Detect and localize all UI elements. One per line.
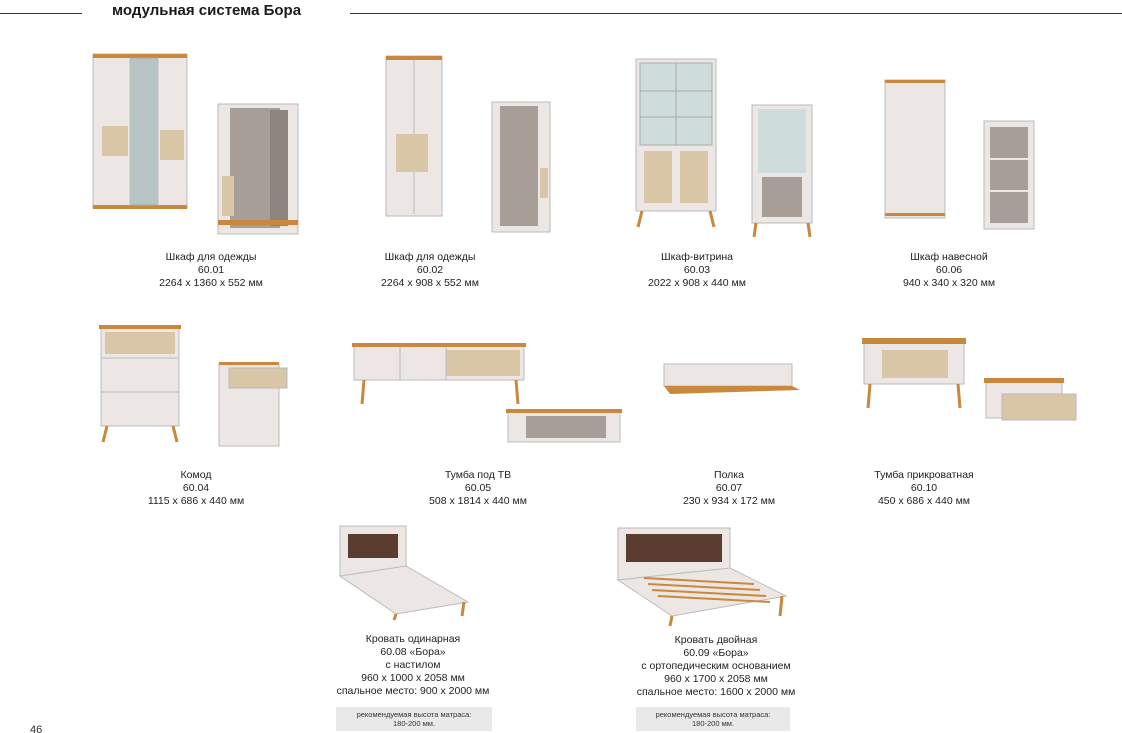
product-caption xyxy=(683,469,775,508)
product-dims: 450 x 686 x 440 мм xyxy=(877,495,971,507)
wardrobe-1-image xyxy=(90,50,310,235)
bed-code: 60.09 «Бора» xyxy=(683,647,749,659)
page-number: 46 xyxy=(30,724,43,733)
product-caption xyxy=(429,469,527,508)
product-dims: 2022 x 908 x 440 мм xyxy=(648,277,746,289)
product-code: 60.06 xyxy=(935,264,963,276)
bed-caption xyxy=(337,633,490,698)
product-name: Тумба под ТВ xyxy=(444,469,512,481)
product-name: Полка xyxy=(714,469,744,481)
bed-code: 60.08 «Бора» xyxy=(380,646,446,658)
wardrobe-2-image xyxy=(380,50,560,235)
note-line: 180-200 мм. xyxy=(691,719,734,728)
bed-dims: 960 x 1000 x 2058 мм xyxy=(361,672,465,684)
header-line-right xyxy=(350,13,1122,14)
product-dims: 230 x 934 x 172 мм xyxy=(682,495,776,507)
bed-name: Кровать двойная xyxy=(674,634,758,646)
product-code: 60.01 xyxy=(197,264,225,276)
mattress-note xyxy=(636,707,790,731)
note-line: рекомендуемая высота матраса: xyxy=(655,710,771,719)
shelf-image xyxy=(660,360,810,400)
hanging-cabinet-image xyxy=(880,75,1040,235)
product-caption xyxy=(874,469,973,508)
bed-dims: 960 x 1700 x 2058 мм xyxy=(664,673,768,685)
product-name: Шкаф-витрина xyxy=(660,251,734,263)
mattress-note xyxy=(336,707,492,731)
product-dims: 940 x 340 x 320 мм xyxy=(902,277,996,289)
product-caption xyxy=(159,251,263,290)
product-dims: 2264 x 1360 x 552 мм xyxy=(159,277,263,289)
product-code: 60.07 xyxy=(715,482,743,494)
product-name: Шкаф для одежды xyxy=(384,251,476,263)
product-name: Шкаф для одежды xyxy=(165,251,257,263)
tv-stand-image xyxy=(350,340,630,450)
product-name: Тумба прикроватная xyxy=(874,469,974,481)
product-caption xyxy=(903,251,995,290)
product-code: 60.04 xyxy=(182,482,210,494)
product-code: 60.05 xyxy=(464,482,492,494)
note-line: 180-200 мм. xyxy=(392,719,435,728)
product-dims: 508 x 1814 x 440 мм xyxy=(429,495,527,507)
nightstand-image xyxy=(858,334,1083,444)
chest-image xyxy=(95,320,295,450)
bed-sleep-area: спальное место: 1600 x 2000 мм xyxy=(636,686,796,698)
single-bed-image xyxy=(336,522,476,622)
display-cabinet-image xyxy=(630,55,820,240)
product-caption xyxy=(381,251,479,290)
product-code: 60.02 xyxy=(416,264,444,276)
bed-caption xyxy=(637,634,796,699)
product-dims: 2264 x 908 x 552 мм xyxy=(381,277,479,289)
product-name: Комод xyxy=(180,469,212,481)
product-caption xyxy=(148,469,244,508)
product-code: 60.03 xyxy=(683,264,711,276)
product-dims: 1115 x 686 x 440 мм xyxy=(147,495,245,507)
header-line-left xyxy=(0,13,82,14)
product-code: 60.10 xyxy=(910,482,938,494)
product-name: Шкаф навесной xyxy=(910,251,988,263)
product-caption xyxy=(648,251,746,290)
page-title: модульная система Бора xyxy=(112,2,302,19)
double-bed-image xyxy=(614,524,799,629)
bed-name: Кровать одинарная xyxy=(365,633,461,645)
note-line: рекомендуемая высота матраса: xyxy=(356,710,472,719)
bed-sleep-area: спальное место: 900 x 2000 мм xyxy=(336,685,490,697)
bed-extra: с настилом xyxy=(385,659,441,671)
bed-extra: с ортопедическим основанием xyxy=(641,660,791,672)
